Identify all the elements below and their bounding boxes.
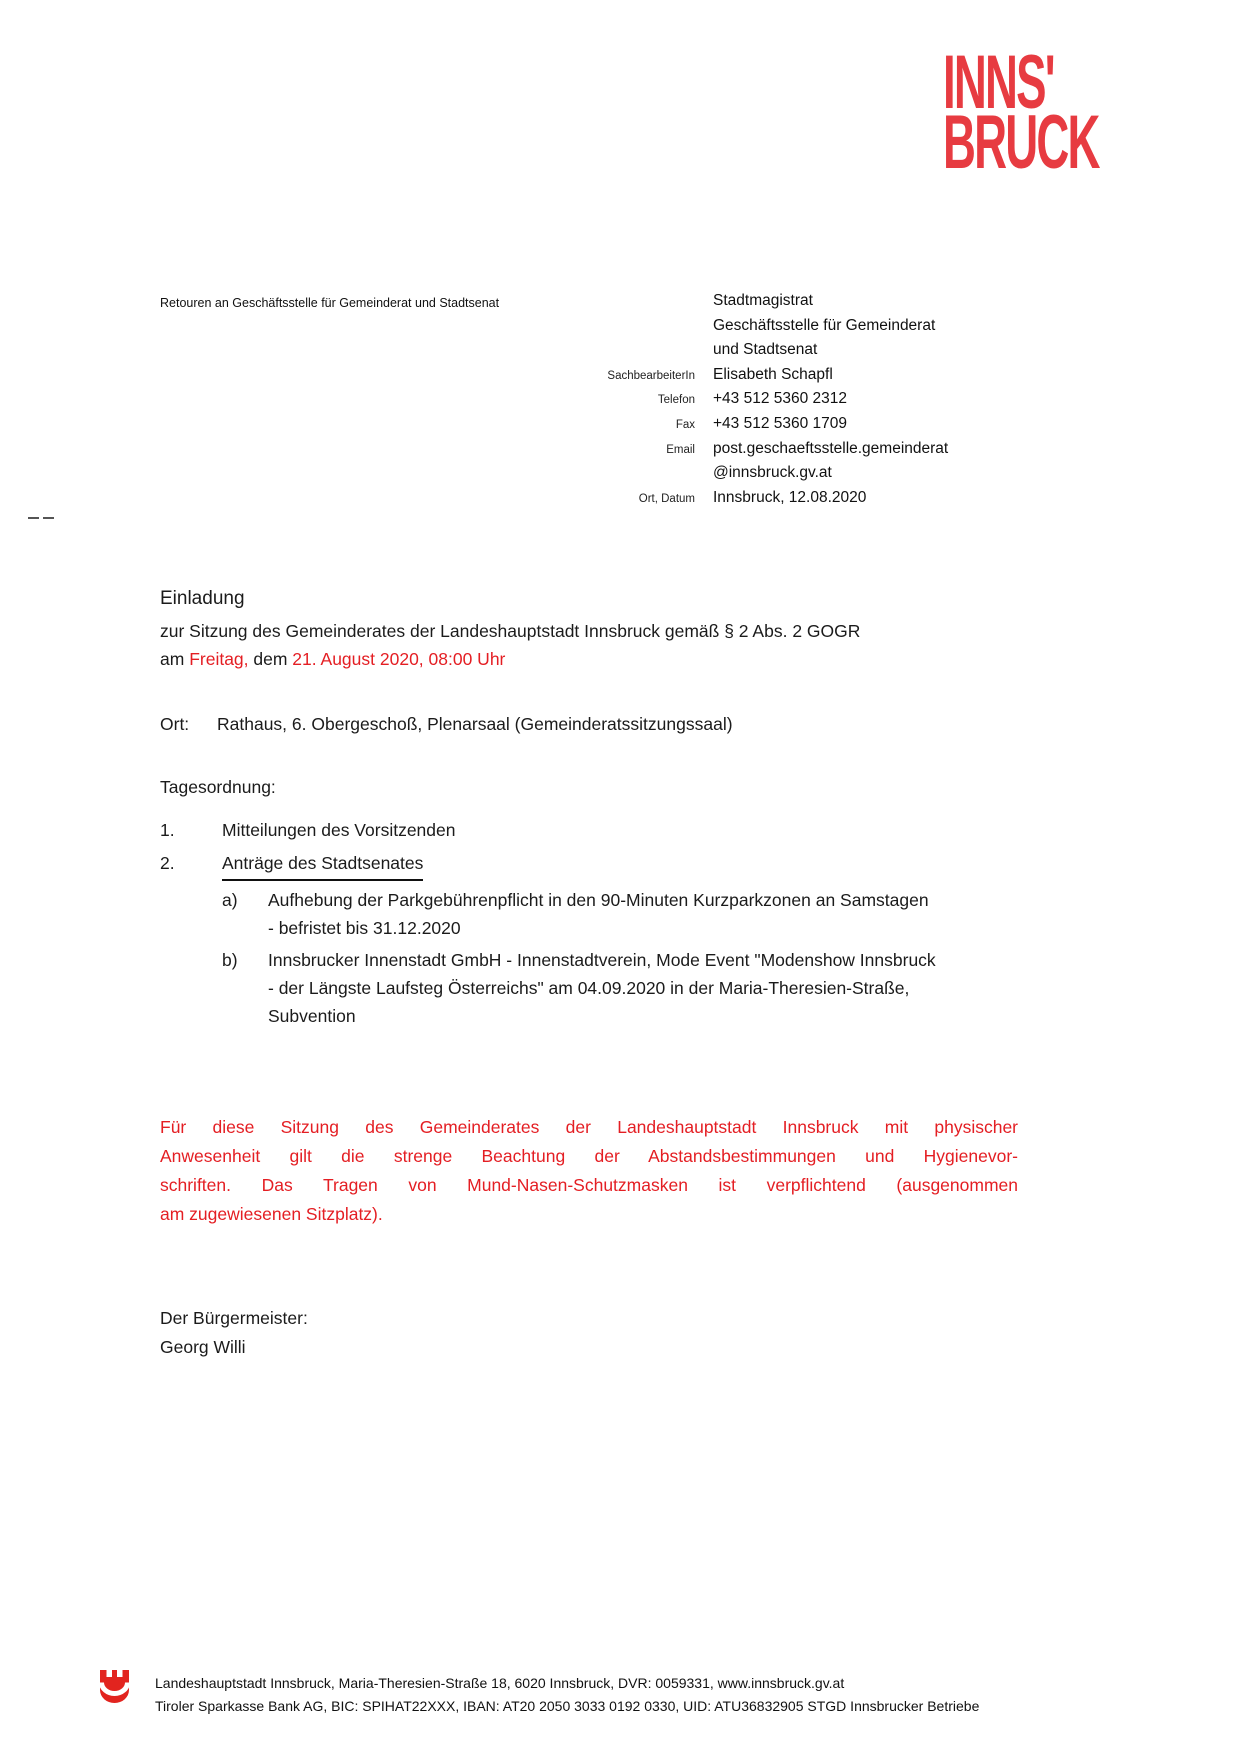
signature-role: Der Bürgermeister: — [160, 1308, 308, 1328]
email-value-line-1: post.geschaeftsstelle.gemeinderat — [713, 439, 949, 457]
place-date-value: Innsbruck, 12.08.2020 — [713, 488, 867, 506]
intro-line-2-red-1: Freitag, — [189, 649, 249, 669]
logo-line-1: INNS' — [943, 40, 1054, 125]
sub-a-line-1: Aufhebung der Parkgebührenpflicht in den 90-Minuten Kurzparkzonen an Samstagen — [268, 890, 929, 910]
sub-a-line-2: - befristet bis 31.12.2020 — [268, 918, 461, 938]
fold-mark — [28, 517, 54, 519]
signature-name: Georg Willi — [160, 1337, 246, 1357]
email-value — [713, 437, 948, 486]
agenda-item-1-text: Mitteilungen des Vorsitzenden — [222, 820, 456, 840]
return-address-note: Retouren an Geschäftsstelle für Gemeinderat und Stadtsenat — [160, 296, 500, 310]
place-date-label: Ort, Datum — [638, 492, 695, 505]
sub-b-line-3: Subvention — [268, 1006, 356, 1026]
email-label: Email — [666, 443, 695, 456]
email-value-line-2: @innsbruck.gv.at — [713, 464, 832, 482]
fax-value: +43 512 5360 1709 — [713, 414, 848, 432]
clerk-value: Elisabeth Schapfl — [713, 365, 833, 383]
intro-line-2-black-2: dem — [248, 649, 293, 669]
office-line-3: und Stadtsenat — [713, 341, 818, 359]
agenda-sub-item-a-text — [268, 886, 929, 942]
intro-line-2-red-2: 21. August 2020, 08:00 Uhr — [292, 649, 506, 669]
signature-block — [160, 1304, 308, 1362]
footer-line-2: Tiroler Sparkasse Bank AG, BIC: SPIHAT22XXX, IBAN: AT20 2050 3033 0192 0330, UID: ATU36832905 STGD Innsbrucker Betriebe — [155, 1698, 980, 1714]
covid-notice — [160, 1113, 1018, 1229]
agenda-sub-item-a — [222, 886, 929, 942]
agenda-item-1-number: 1. — [160, 820, 175, 840]
office-row-2 — [442, 314, 1042, 339]
phone-row — [442, 387, 1042, 412]
agenda-sub-item-a-letter: a) — [222, 890, 238, 910]
fax-label: Fax — [675, 418, 695, 431]
intro-line-1: zur Sitzung des Gemeinderates der Landeshauptstadt Innsbruck gemäß § 2 Abs. 2 GOGR — [160, 621, 861, 641]
covid-notice-line-4: am zugewiesenen Sitzplatz). — [160, 1204, 383, 1224]
footer-line-1: Landeshauptstadt Innsbruck, Maria-Theresien-Straße 18, 6020 Innsbruck, DVR: 0059331, www.innsbruck.gv.at — [155, 1675, 845, 1691]
intro-line-2 — [160, 645, 505, 673]
sub-b-line-2: - der Längste Laufsteg Österreichs" am 04.09.2020 in der Maria-Theresien-Straße, — [268, 978, 910, 998]
office-row-3 — [442, 338, 1042, 363]
agenda-sub-item-b-text — [268, 946, 936, 1030]
sender-contact-block — [442, 289, 1042, 510]
intro-line-2-black-1: am — [160, 649, 190, 669]
letter-title: Einladung — [160, 588, 245, 609]
agenda-sub-item-b-letter: b) — [222, 950, 238, 970]
clerk-row — [442, 363, 1042, 388]
covid-notice-line-1: Für diese Sitzung des Gemeinderates der Landeshauptstadt Innsbruck mit physischer — [160, 1117, 1018, 1137]
footer-block — [155, 1672, 979, 1718]
office-line-1: Stadtmagistrat — [713, 292, 813, 309]
phone-label: Telefon — [657, 394, 695, 407]
phone-value: +43 512 5360 2312 — [713, 390, 848, 408]
logo-line-2: BRUCK — [943, 100, 1099, 185]
office-line-2: Geschäftsstelle für Gemeinderat — [713, 316, 936, 334]
location-label: Ort: — [160, 714, 190, 734]
covid-notice-line-3: schriften. Das Tragen von Mund-Nasen-Schutzmasken ist verpflichtend (ausgenommen — [160, 1175, 1018, 1195]
agenda-item-2-text: Anträge des Stadtsenates — [222, 849, 423, 881]
covid-notice-line-2: Anwesenheit gilt die strenge Beachtung der Abstandsbestimmungen und Hygienevor- — [160, 1146, 1018, 1166]
fax-row — [442, 412, 1042, 437]
office-row-1 — [442, 289, 1042, 314]
clerk-label: SachbearbeiterIn — [607, 369, 695, 382]
agenda-item-2-number: 2. — [160, 853, 175, 873]
place-date-row — [442, 486, 1042, 511]
agenda-item-2 — [160, 849, 423, 881]
agenda-heading: Tagesordnung: — [160, 777, 276, 797]
innsbruck-logo — [943, 40, 1099, 185]
email-row — [442, 437, 1042, 486]
innsbruck-crest-icon — [100, 1670, 129, 1703]
location-value: Rathaus, 6. Obergeschoß, Plenarsaal (Gemeinderatssitzungssaal) — [217, 714, 733, 734]
agenda-item-1 — [160, 816, 455, 844]
agenda-sub-item-b — [222, 946, 936, 1030]
sub-b-line-1: Innsbrucker Innenstadt GmbH - Innenstadtverein, Mode Event "Modenshow Innsbruck — [268, 950, 936, 970]
location-line — [160, 710, 733, 738]
